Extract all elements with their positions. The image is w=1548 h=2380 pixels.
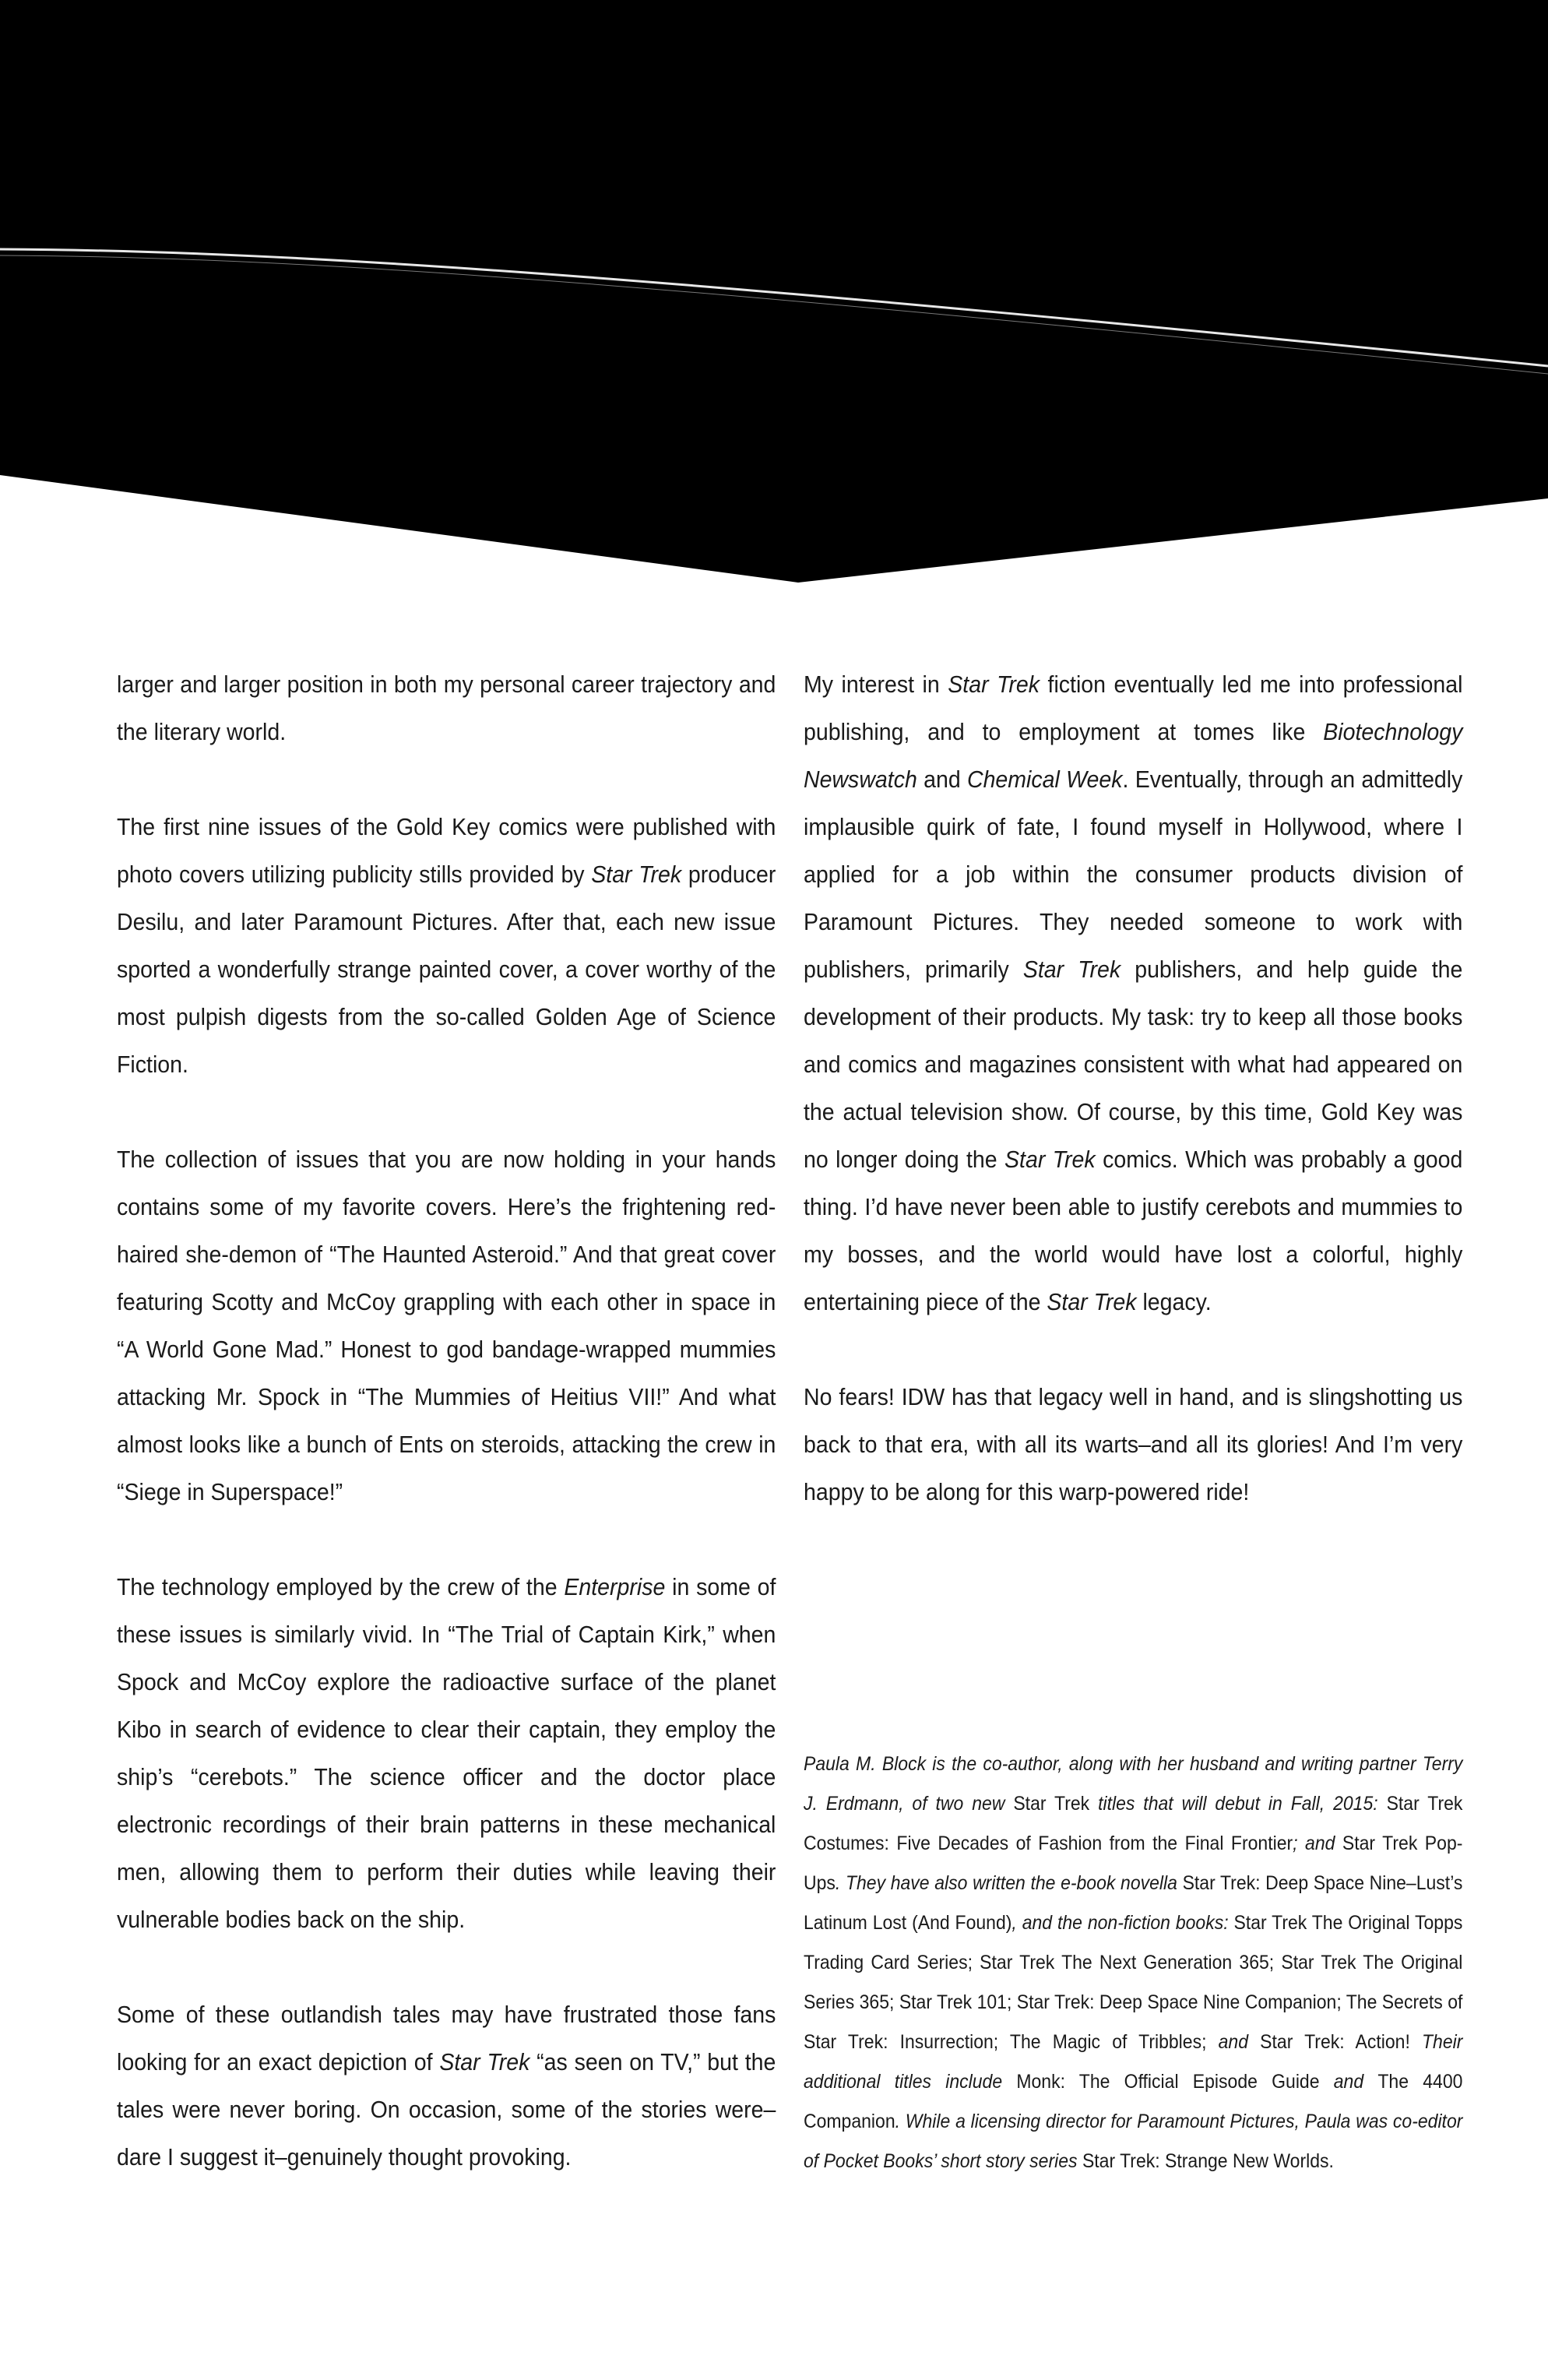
left-paragraph-1: larger and larger position in both my personal career trajectory and the literary world. (117, 671, 776, 745)
left-paragraph-4: The technology employed by the crew of the Enterprise in some of these issues is similarly vivid. In “The Trial of Captain Kirk,” when Spock and McCoy explore the radioactive surface of the planet Kibo in search of evidence to clear their captain, they employ the ship’s “cerebots.” The science officer and the doctor place electronic recordings of their brain patterns in these mechanical men, allowing them to perform their duties while leaving their vulnerable bodies back on the ship. (117, 1573, 776, 1933)
right-column (804, 660, 1462, 1516)
left-paragraph-2: The first nine issues of the Gold Key comics were published with photo covers utilizing publicity stills provided by Star Trek producer Desilu, and later Paramount Pictures. After that, each new issue sported a wonderfully strange painted cover, a cover worthy of the most pulpish digests from the so-called Golden Age of Science Fiction. (117, 813, 776, 1078)
left-column (117, 660, 776, 2181)
right-paragraph-2: No fears! IDW has that legacy well in hand, and is slingshotting us back to that era, with all its warts–and all its glories! And I’m very happy to be along for this warp-powered ride! (804, 1383, 1463, 1505)
right-paragraph-1: My interest in Star Trek fiction eventually led me into professional publishing, and to employment at tomes like Biotechnology Newswatch and Chemical Week. Eventually, through an admittedly implausible quirk of fate, I found myself in Hollywood, where I applied for a job within the consumer products division of Paramount Pictures. They needed someone to work with publishers, primarily Star Trek publishers, and help guide the development of their products. My task: try to keep all those books and comics and magazines consistent with what had appeared on the actual television show. Of course, by this time, Gold Key was no longer doing the Star Trek comics. Which was probably a good thing. I’d have never been able to justify cerebots and mummies to my bosses, and the world would have lost a colorful, highly entertaining piece of the Star Trek legacy. (804, 671, 1463, 1315)
title-star-trek: Star Trek (591, 861, 682, 888)
title-star-trek: Star Trek (1004, 1146, 1096, 1173)
title-chemical-week: Chemical Week (966, 766, 1123, 793)
title-biotechnology-newswatch: Biotechnology Newswatch (804, 718, 1463, 793)
title-enterprise: Enterprise (564, 1573, 666, 1600)
title-star-trek: Star Trek (439, 2048, 530, 2075)
title-star-trek: Star Trek (948, 671, 1040, 698)
title-star-trek: Star Trek (1022, 956, 1121, 983)
left-paragraph-5: Some of these outlandish tales may have frustrated those fans looking for an exact depiction of Star Trek “as seen on TV,” but the tales were never boring. On occasion, some of the stories were–dare I suggest it–genuinely thought provoking. (117, 2001, 776, 2171)
header-graphic (0, 0, 1548, 592)
author-bio: Paula M. Block is the co-author, along with her husband and writing partner Terry J. Erdmann, of two new Star Trek titles that will debut in Fall, 2015: Star Trek Costumes: Five Decades of Fashion from the Final Frontier; and Star Trek Pop-Ups. They have also written the e-book novella Star Trek: Deep Space Nine–Lust’s Latinum Lost (And Found), and the non-fiction books: Star Trek The Original Topps Trading Card Series; Star Trek The Next Generation 365; Star Trek The Original Series 365; Star Trek 101; Star Trek: Deep Space Nine Companion; The Secrets of Star Trek: Insurrection; The Magic of Tribbles; and Star Trek: Action! Their additional titles include Monk: The Official Episode Guide and The 4400 Companion. While a licensing director for Paramount Pictures, Paula was co-editor of Pocket Books’ short story series Star Trek: Strange New Worlds. (804, 1753, 1463, 2172)
title-star-trek: Star Trek (1047, 1288, 1137, 1315)
left-paragraph-3: The collection of issues that you are now holding in your hands contains some of my favorite covers. Here’s the frightening red-haired she-demon of “The Haunted Asteroid.” And that great cover featuring Scotty and McCoy grappling with each other in space in “A World Gone Mad.” Honest to god bandage-wrapped mummies attacking Mr. Spock in “The Mummies of Heitius VII!” And what almost looks like a bunch of Ents on steroids, attacking the crew in “Siege in Superspace!” (117, 1146, 776, 1505)
